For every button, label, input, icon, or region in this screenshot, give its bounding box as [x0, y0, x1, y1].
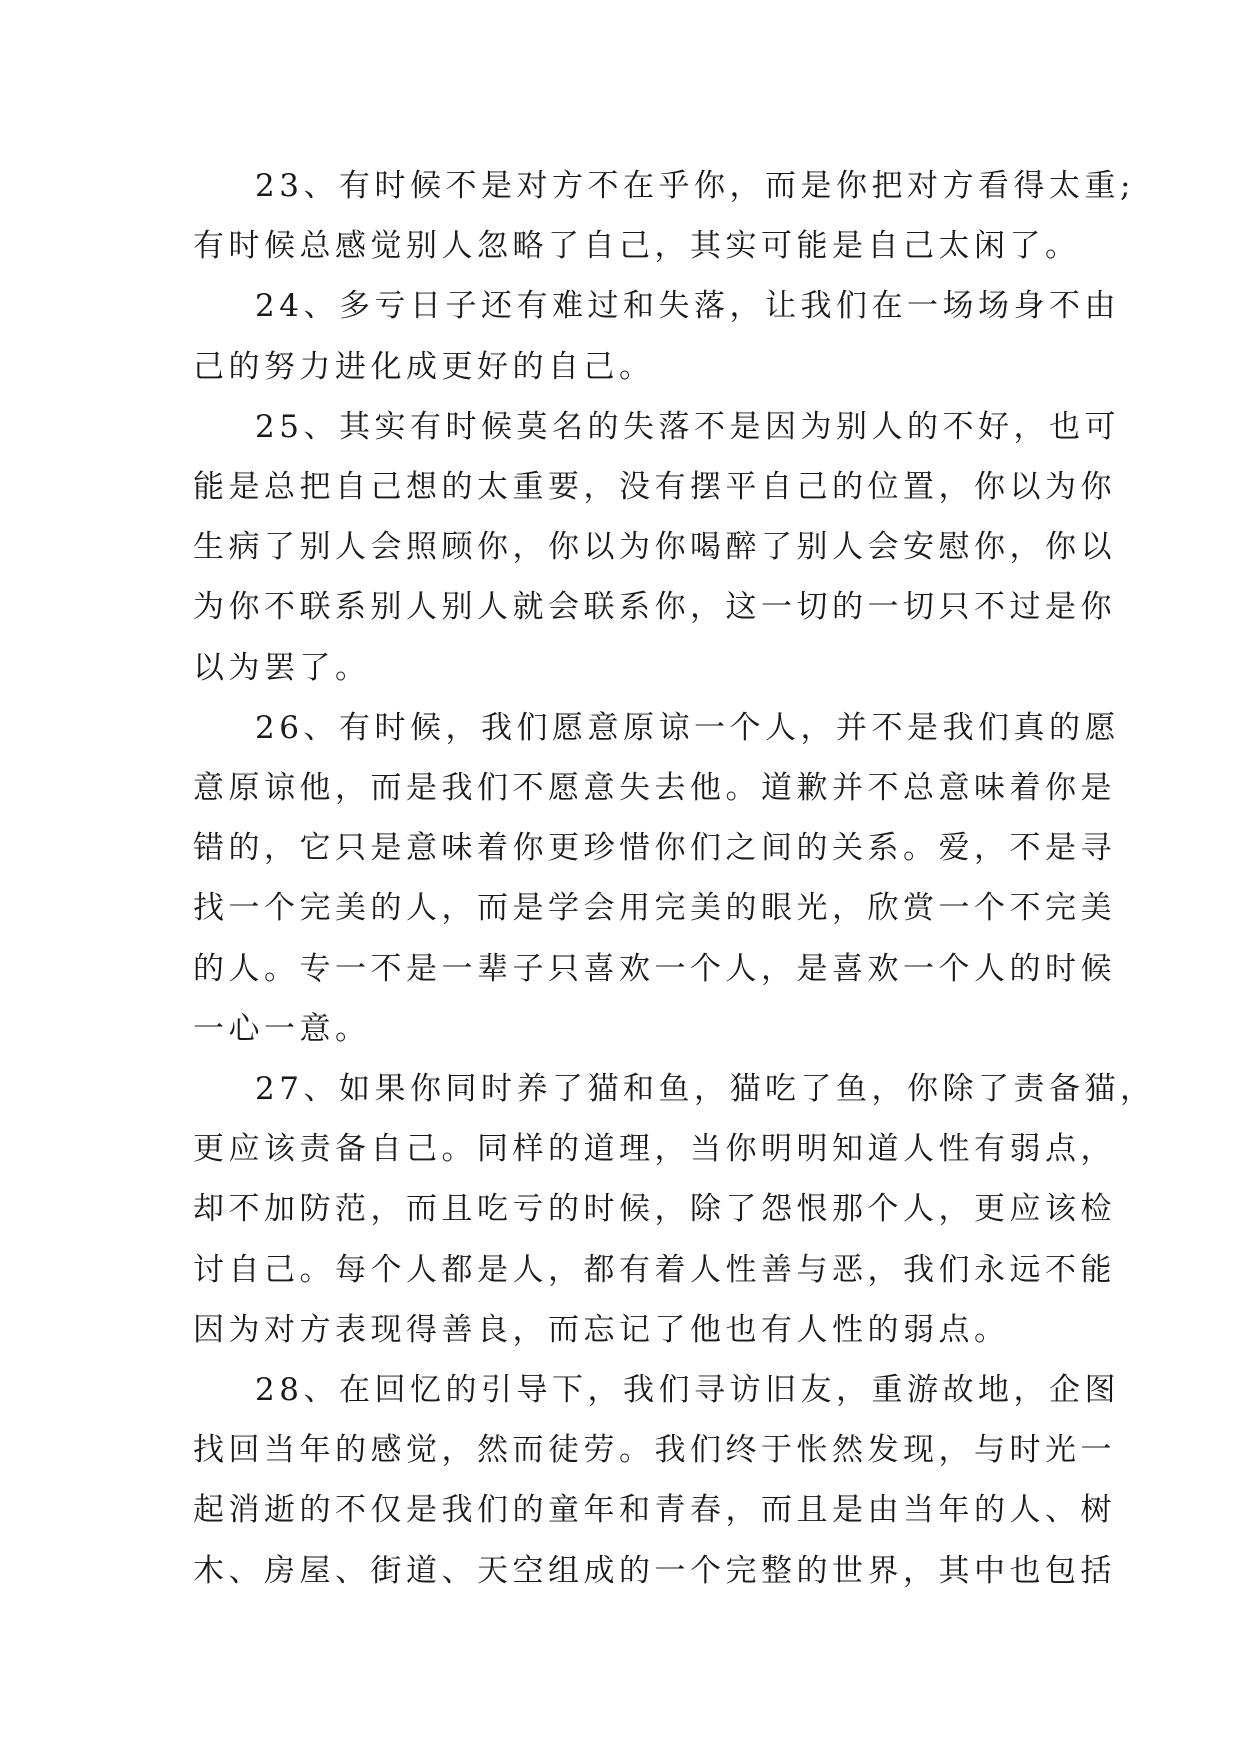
text-line: 木、房屋、街道、天空组成的一个完整的世界，其中也包括	[193, 1552, 1116, 1589]
text-line: 26、有时候，我们愿意原谅一个人，并不是我们真的愿	[255, 709, 1120, 746]
paragraph-27	[193, 1059, 1156, 1360]
text-line: 找回当年的感觉，然而徒劳。我们终于怅然发现，与时光一	[193, 1432, 1116, 1469]
text-line: 以为罢了。	[193, 649, 371, 686]
text-line: 为你不联系别人别人就会联系你，这一切的一切只不过是你	[193, 589, 1116, 626]
text-line: 28、在回忆的引导下，我们寻访旧友，重游故地，企图	[255, 1372, 1120, 1409]
text-line: 己的努力进化成更好的自己。	[193, 348, 655, 385]
text-line: 有时候总感觉别人忽略了自己，其实可能是自己太闲了。	[193, 228, 1081, 265]
text-line: 的人。专一不是一辈子只喜欢一个人，是喜欢一个人的时候	[193, 950, 1116, 987]
text-line: 27、如果你同时养了猫和鱼，猫吃了鱼，你除了责备猫，	[255, 1071, 1156, 1108]
text-line: 意原谅他，而是我们不愿意失去他。道歉并不总意味着你是	[193, 770, 1116, 807]
text-line: 讨自己。每个人都是人，都有着人性善与恶，我们永远不能	[193, 1251, 1116, 1288]
text-line: 找一个完美的人，而是学会用完美的眼光，欣赏一个不完美	[193, 890, 1116, 927]
text-line: 更应该责备自己。同样的道理，当你明明知道人性有弱点，	[193, 1131, 1116, 1168]
text-line: 25、其实有时候莫名的失落不是因为别人的不好，也可	[255, 408, 1120, 445]
text-line: 起消逝的不仅是我们的童年和青春，而且是由当年的人、树	[193, 1492, 1116, 1529]
paragraph-23	[193, 156, 1135, 276]
text-line: 却不加防范，而且吃亏的时候，除了怨恨那个人，更应该检	[193, 1191, 1116, 1228]
paragraph-25	[193, 397, 1120, 698]
text-line: 错的，它只是意味着你更珍惜你们之间的关系。爱，不是寻	[193, 830, 1116, 867]
paragraph-24	[193, 276, 1120, 396]
paragraph-26	[193, 698, 1120, 1059]
text-line: 23、有时候不是对方不在乎你，而是你把对方看得太重;	[255, 168, 1135, 204]
text-line: 能是总把自己想的太重要，没有摆平自己的位置，你以为你	[193, 469, 1116, 506]
text-line: 一心一意。	[193, 1010, 371, 1047]
document-body	[193, 156, 1156, 1601]
paragraph-28	[193, 1360, 1120, 1601]
text-line: 生病了别人会照顾你，你以为你喝醉了别人会安慰你，你以	[193, 529, 1116, 566]
text-line: 24、多亏日子还有难过和失落，让我们在一场场身不由	[255, 288, 1120, 325]
text-line: 因为对方表现得善良，而忘记了他也有人性的弱点。	[193, 1311, 1010, 1348]
